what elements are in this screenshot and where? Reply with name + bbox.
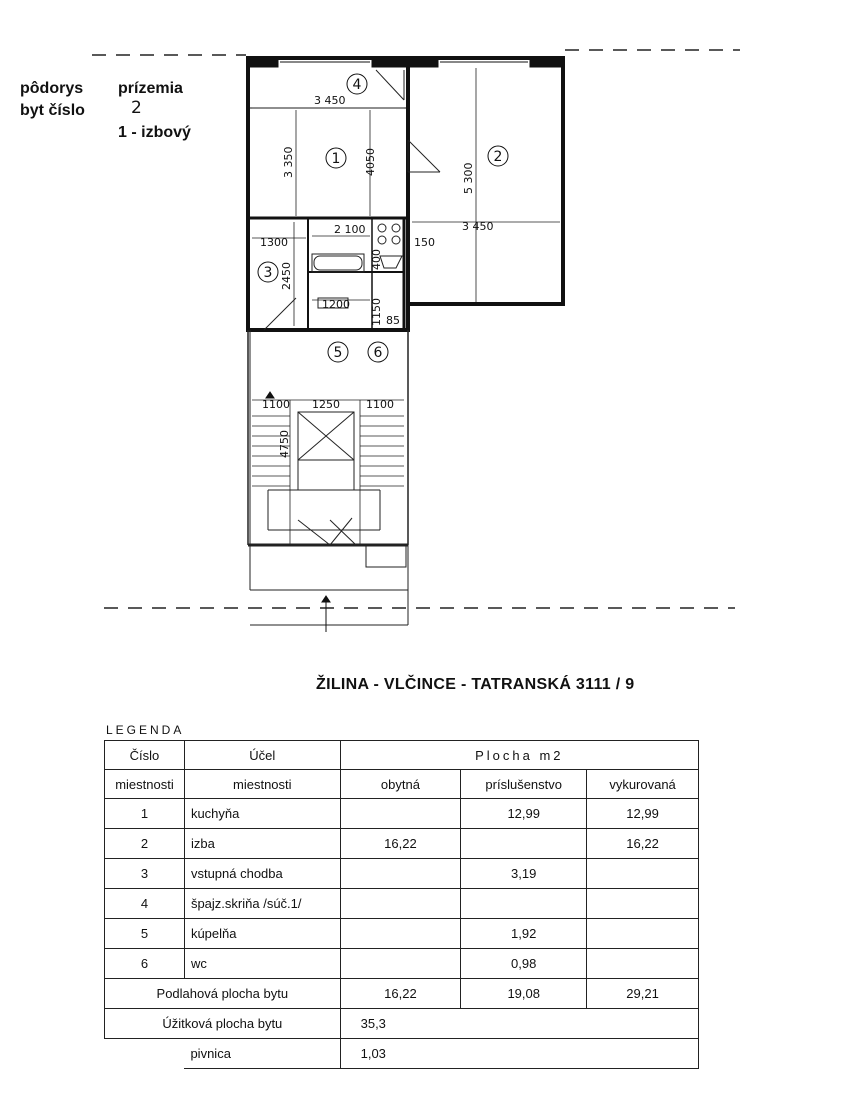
floor-area-label: Podlahová plocha bytu xyxy=(105,979,341,1009)
address-title: ŽILINA - VLČINCE - TATRANSKÁ 3111 / 9 xyxy=(316,676,635,693)
row-accessory: 1,92 xyxy=(461,919,587,949)
row-living xyxy=(340,949,461,979)
header-accessory: príslušenstvo xyxy=(461,770,587,799)
header-floor-value: prízemia xyxy=(118,80,183,97)
legend-table xyxy=(104,740,699,1069)
dim-label: 400 xyxy=(370,249,383,270)
row-heated: 12,99 xyxy=(587,799,699,829)
dim-label: 85 xyxy=(386,314,400,327)
dim-label: 3 350 xyxy=(282,146,295,178)
row-accessory: 0,98 xyxy=(461,949,587,979)
stairwell xyxy=(248,330,408,625)
row-heated xyxy=(587,859,699,889)
table-row xyxy=(105,889,699,919)
table-row xyxy=(105,919,699,949)
dim-label: 3 450 xyxy=(462,220,494,233)
doors xyxy=(264,70,440,330)
header-area: Plocha m2 xyxy=(340,741,698,770)
dim-label: 5 300 xyxy=(462,162,475,194)
row-living xyxy=(340,889,461,919)
row-accessory: 12,99 xyxy=(461,799,587,829)
row-accessory xyxy=(461,889,587,919)
table-row xyxy=(105,859,699,889)
row-living: 16,22 xyxy=(340,829,461,859)
row-number: 1 xyxy=(105,799,185,829)
header-purpose-bottom: miestnosti xyxy=(184,770,340,799)
dim-label: 1200 xyxy=(322,298,350,311)
row-number: 4 xyxy=(105,889,185,919)
dim-label: 1300 xyxy=(260,236,288,249)
floor-area-accessory: 19,08 xyxy=(461,979,587,1009)
row-living xyxy=(340,859,461,889)
room-number-2: 2 xyxy=(493,149,503,165)
row-purpose: izba xyxy=(184,829,340,859)
floor-area-living: 16,22 xyxy=(340,979,461,1009)
row-purpose: kúpelňa xyxy=(184,919,340,949)
dim-label: 2 100 xyxy=(334,223,366,236)
row-purpose: kuchyňa xyxy=(184,799,340,829)
row-heated xyxy=(587,889,699,919)
room-number-6: 6 xyxy=(373,345,383,361)
room-number-4: 4 xyxy=(352,77,362,93)
row-purpose: špajz.skriňa /súč.1/ xyxy=(184,889,340,919)
flat-walls xyxy=(248,58,563,330)
row-living xyxy=(340,919,461,949)
room-number-1: 1 xyxy=(331,151,341,167)
room-number-3: 3 xyxy=(263,265,273,281)
room-number-5: 5 xyxy=(333,345,343,361)
row-number: 5 xyxy=(105,919,185,949)
floor-area-row xyxy=(105,979,699,1009)
dim-label: 1250 xyxy=(312,398,340,411)
dim-label: 1100 xyxy=(262,398,290,411)
row-living xyxy=(340,799,461,829)
dim-label: 4750 xyxy=(278,430,291,458)
header-flat-number: 2 xyxy=(131,98,142,118)
bathroom-fixtures xyxy=(312,224,402,308)
header-floor-label: pôdorys xyxy=(20,80,84,97)
header-number-bottom: miestnosti xyxy=(105,770,185,799)
header-room-count: 1 - izbový xyxy=(118,124,191,141)
row-number: 6 xyxy=(105,949,185,979)
dim-label: 1100 xyxy=(366,398,394,411)
row-accessory: 3,19 xyxy=(461,859,587,889)
row-accessory xyxy=(461,829,587,859)
dim-label: 3 450 xyxy=(314,94,346,107)
row-purpose: vstupná chodba xyxy=(184,859,340,889)
header-heated: vykurovaná xyxy=(587,770,699,799)
table-row xyxy=(105,799,699,829)
table-row xyxy=(105,829,699,859)
cellar-value: 1,03 xyxy=(340,1039,698,1069)
stair-treads xyxy=(252,400,404,545)
row-heated xyxy=(587,919,699,949)
usable-area-value: 35,3 xyxy=(340,1009,698,1039)
dim-label: 4050 xyxy=(364,148,377,176)
cellar-row xyxy=(105,1039,699,1069)
row-heated xyxy=(587,949,699,979)
header-flat-label: byt číslo xyxy=(20,102,85,119)
dim-label: 2450 xyxy=(280,262,293,290)
row-number: 2 xyxy=(105,829,185,859)
row-purpose: wc xyxy=(184,949,340,979)
table-row xyxy=(105,949,699,979)
header-purpose-top: Účel xyxy=(184,741,340,770)
usable-area-row xyxy=(105,1009,699,1039)
cellar-label: pivnica xyxy=(184,1039,340,1069)
usable-area-label: Úžitková plocha bytu xyxy=(105,1009,341,1039)
header-number-top: Číslo xyxy=(105,741,185,770)
header-living: obytná xyxy=(340,770,461,799)
row-number: 3 xyxy=(105,859,185,889)
legend-title: LEGENDA xyxy=(106,723,185,737)
dim-label: 1150 xyxy=(370,298,383,326)
row-heated: 16,22 xyxy=(587,829,699,859)
dim-label: 150 xyxy=(414,236,435,249)
floor-area-heated: 29,21 xyxy=(587,979,699,1009)
